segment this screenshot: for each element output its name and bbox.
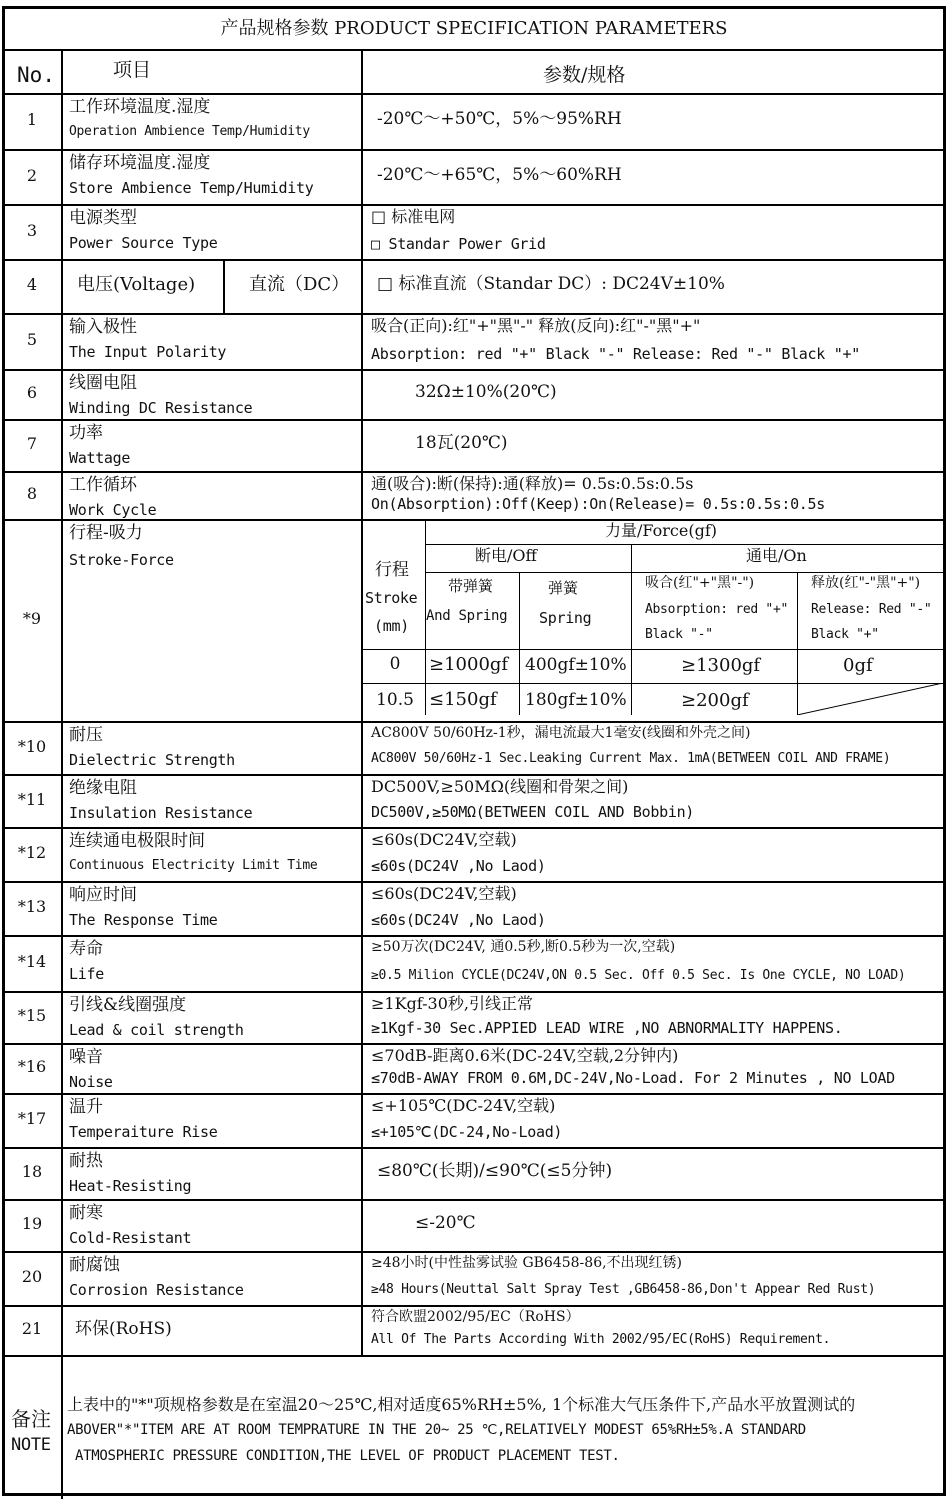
col-with-spring-en: And Spring (426, 608, 508, 624)
param-value: DC500V,≥50MΩ(线圈和骨架之间) (371, 777, 629, 796)
divider (5, 519, 943, 521)
item-label-cn: 温升 (69, 1097, 103, 1117)
force-cell-stroke: 10.5 (376, 690, 414, 710)
divider (5, 204, 943, 206)
divider (519, 572, 520, 715)
header-item: 项目 (113, 59, 152, 81)
divider (5, 935, 943, 937)
note-line: ATMOSPHERIC PRESSURE CONDITION,THE LEVEL OF PRODUCT PLACEMENT TEST. (75, 1448, 620, 1464)
row-number: 7 (26, 434, 38, 453)
empty-cell-slash (797, 683, 943, 715)
divider (5, 93, 943, 95)
row-number: *15 (17, 1006, 47, 1025)
param-value: ≤60s(DC24V,空载) (371, 830, 517, 849)
item-label-en: Noise (69, 1073, 113, 1091)
param-value-en: On(Absorption):Off(Keep):On(Release)= 0.5s:0.5s:0.5s (371, 495, 826, 513)
item-label-en: Lead & coil strength (69, 1021, 244, 1039)
item-label-cn: 噪音 (69, 1047, 103, 1067)
param-value-en: ≥0.5 Milion CYCLE(DC24V,ON 0.5 Sec. Off 0.5 Sec. Is One CYCLE, NO LOAD) (371, 968, 906, 983)
divider (5, 1043, 943, 1045)
divider (5, 1355, 943, 1357)
item-label-cn: 电压(Voltage) (77, 274, 196, 295)
param-value-en: ≤+105℃(DC-24,No-Load) (371, 1123, 563, 1141)
item-label-cn: 功率 (69, 423, 103, 443)
item-label-en: Continuous Electricity Limit Time (69, 858, 318, 873)
col-release-en: Release: Red "-" (811, 602, 932, 617)
item-label-cn: 耐寒 (69, 1203, 103, 1223)
item-label-cn: 工作循环 (69, 475, 137, 495)
item-label-cn: 环保(RoHS) (75, 1319, 172, 1339)
col-absorb-en: Absorption: red "+" (645, 602, 789, 617)
item-label-cn: 耐压 (69, 725, 103, 745)
header-param: 参数/规格 (543, 64, 626, 86)
force-cell: ≥1000gf (429, 654, 509, 675)
item-label-en: Cold-Resistant (69, 1229, 192, 1247)
param-value-en: ≥1Kgf-30 Sec.APPIED LEAD WIRE ,NO ABNORMALITY HAPPENS. (371, 1019, 843, 1037)
param-value-en: ≥48 Hours(Neuttal Salt Spray Test ,GB6458-86,Don't Appear Red Rust) (371, 1282, 876, 1297)
col-absorb-cn: 吸合(红"+"黑"-") (645, 575, 755, 591)
note-line: ABOVER"*"ITEM ARE AT ROOM TEMPRATURE IN THE 20~ 25 ℃,RELATIVELY MODEST 65%RH±5%.A STANDARD (67, 1422, 806, 1438)
item-label-cn: 耐热 (69, 1151, 103, 1171)
divider (5, 1251, 943, 1253)
param-value: 18瓦(20℃) (415, 433, 508, 453)
param-value-en: All Of The Parts According With 2002/95/EC(RoHS) Requirement. (371, 1332, 831, 1347)
divider (5, 49, 943, 51)
param-value: 32Ω±10%(20℃) (415, 382, 557, 402)
item-label-en: Life (69, 965, 104, 983)
item-label-en: Temperaiture Rise (69, 1123, 218, 1141)
item-label-en: Stroke-Force (69, 551, 174, 569)
force-cell: ≥1300gf (681, 655, 761, 676)
row-number: 21 (21, 1319, 43, 1338)
param-value: ≥1Kgf-30秒,引线正常 (371, 994, 533, 1013)
force-cell-stroke: 0 (389, 654, 401, 674)
item-label-cn: 工作环境温度.湿度 (69, 97, 211, 117)
divider (5, 1147, 943, 1149)
item-label-cn: 引线&线圈强度 (69, 995, 187, 1015)
spec-sheet (2, 6, 946, 1496)
param-value-en: □ Standar Power Grid (371, 235, 546, 253)
item-label-cn: 响应时间 (69, 885, 137, 905)
param-value: -20℃～+50℃，5%～95%RH (377, 109, 622, 129)
item-label-en: Operation Ambience Temp/Humidity (69, 124, 310, 139)
param-value: ≤70dB-距离0.6米(DC-24V,空载,2分钟内) (371, 1046, 679, 1065)
item-label-cn: 线圈电阻 (69, 373, 137, 393)
force-header: 力量/Force(gf) (605, 521, 717, 540)
divider (5, 774, 943, 776)
row-number: 18 (21, 1162, 43, 1181)
row-number: *14 (17, 952, 47, 971)
divider (5, 1199, 943, 1201)
page-title: 产品规格参数 PRODUCT SPECIFICATION PARAMETERS (220, 18, 728, 39)
item-label-cn: 连续通电极限时间 (69, 831, 205, 851)
item-label-en: Dielectric Strength (69, 751, 235, 769)
divider (425, 572, 943, 573)
divider (5, 419, 943, 421)
off-header: 断电/Off (475, 546, 537, 565)
row-number: *11 (17, 789, 47, 809)
param-value-en: DC500V,≥50MΩ(BETWEEN COIL AND Bobbin) (371, 803, 695, 821)
divider (5, 827, 943, 829)
divider (61, 49, 63, 1355)
divider (425, 544, 943, 545)
item-label-cn: 寿命 (69, 939, 103, 959)
row-number: *9 (22, 609, 42, 628)
item-label-en: Corrosion Resistance (69, 1281, 244, 1299)
item-label-cn: 绝缘电阻 (69, 778, 137, 798)
item-label-en: Work Cycle (69, 501, 157, 519)
divider (425, 519, 426, 715)
item-label-en: Wattage (69, 449, 131, 467)
row-number: *12 (17, 843, 47, 862)
row-number: 8 (26, 484, 38, 503)
col-release-en2: Black "+" (811, 627, 879, 642)
item-label-en: Winding DC Resistance (69, 399, 253, 417)
force-cell: ≤150gf (429, 689, 497, 710)
col-absorb-en2: Black "-" (645, 627, 713, 642)
divider (5, 991, 943, 993)
row-number: *17 (17, 1109, 47, 1128)
divider (223, 259, 225, 313)
row-number: 4 (26, 275, 38, 294)
row-number: 2 (26, 165, 38, 185)
note-label-cn: 备注 (11, 1407, 51, 1431)
divider (631, 544, 632, 715)
note-line: 上表中的"*"项规格参数是在室温20～25℃,相对适度65%RH±5%, 1个标准大气压条件下,产品水平放置测试的 (67, 1395, 856, 1414)
item-label-en: The Response Time (69, 911, 218, 929)
header-no: No. (17, 63, 55, 87)
row-number: *16 (17, 1057, 47, 1076)
item-label-en: Insulation Resistance (69, 804, 253, 822)
param-value-en: ≤60s(DC24V ,No Laod) (371, 911, 546, 929)
param-value: AC800V 50/60Hz-1秒，漏电流最大1毫安(线圈和外壳之间) (371, 725, 751, 741)
col-spring-cn: 弹簧 (548, 579, 579, 597)
item-label-cn: 输入极性 (69, 317, 137, 337)
force-cell: 400gf±10% (525, 655, 627, 675)
divider (361, 649, 943, 650)
row-number: *13 (17, 897, 47, 916)
row-number: *10 (17, 736, 47, 756)
stroke-label-cn: 行程 (375, 560, 409, 580)
item-label-cn: 电源类型 (69, 208, 137, 228)
divider (5, 721, 943, 723)
param-value: ≤-20℃ (415, 1213, 476, 1233)
param-value: ≥50万次(DC24V, 通0.5秒,断0.5秒为一次,空载) (371, 939, 676, 955)
param-value: □ 标准直流（Standar DC）: DC24V±10% (377, 274, 725, 294)
col-spring-en: Spring (539, 609, 592, 627)
force-cell: ≥200gf (681, 690, 749, 711)
param-value: ≤+105℃(DC-24V,空载) (371, 1096, 556, 1115)
item-sub-label: 直流（DC） (249, 274, 350, 295)
force-cell: 180gf±10% (525, 690, 627, 710)
row-number: 19 (21, 1214, 43, 1233)
param-value: ≤80℃(长期)/≤90℃(≤5分钟) (377, 1161, 613, 1181)
col-with-spring-cn: 带弹簧 (448, 577, 494, 595)
divider (61, 1355, 63, 1499)
param-value: □ 标准电网 (371, 207, 456, 226)
row-number: 6 (26, 383, 38, 402)
param-value: 符合欧盟2002/95/EC（RoHS） (371, 1309, 580, 1325)
item-label-en: Heat-Resisting (69, 1177, 192, 1195)
item-label-en: Power Source Type (69, 234, 218, 252)
divider (5, 1305, 943, 1307)
col-release-cn: 释放(红"-"黑"+") (811, 575, 921, 591)
divider (5, 471, 943, 473)
param-value-en: ≤70dB-AWAY FROM 0.6M,DC-24V,No-Load. For 2 Minutes , NO LOAD (371, 1069, 895, 1087)
divider (5, 259, 943, 261)
divider (5, 1093, 943, 1095)
row-number: 20 (21, 1267, 43, 1286)
row-number: 5 (26, 330, 38, 349)
param-value: 通(吸合):断(保持):通(释放)= 0.5s:0.5s:0.5s (371, 474, 694, 493)
item-label-en: The Input Polarity (69, 343, 227, 361)
divider (5, 369, 943, 371)
param-value: ≤60s(DC24V,空载) (371, 884, 517, 903)
param-value: ≥48小时(中性盐雾试验 GB6458-86,不出现红锈) (371, 1255, 683, 1271)
force-cell: 0gf (843, 655, 873, 676)
param-value: 吸合(正向):红"+"黑"-" 释放(反向):红"-"黑"+" (371, 316, 701, 335)
note-label-en: NOTE (11, 1435, 51, 1455)
divider (5, 149, 943, 151)
item-label-cn: 行程-吸力 (69, 523, 143, 543)
param-value-en: Absorption: red "+" Black "-" Release: Red "-" Black "+" (371, 345, 860, 363)
item-label-cn: 储存环境温度.湿度 (69, 153, 211, 173)
stroke-label-en: Stroke (365, 589, 418, 607)
divider (5, 313, 943, 315)
param-value-en: AC800V 50/60Hz-1 Sec.Leaking Current Max. 1mA(BETWEEN COIL AND FRAME) (371, 751, 891, 766)
param-value-en: ≤60s(DC24V ,No Laod) (371, 857, 546, 875)
divider (5, 881, 943, 883)
param-value: -20℃～+65℃，5%～60%RH (377, 164, 622, 185)
item-label-en: Store Ambience Temp/Humidity (69, 179, 314, 197)
row-number: 1 (26, 110, 38, 129)
row-number: 3 (26, 220, 38, 240)
item-label-cn: 耐腐蚀 (69, 1255, 120, 1275)
stroke-unit: (mm) (374, 617, 409, 635)
on-header: 通电/On (746, 546, 807, 565)
